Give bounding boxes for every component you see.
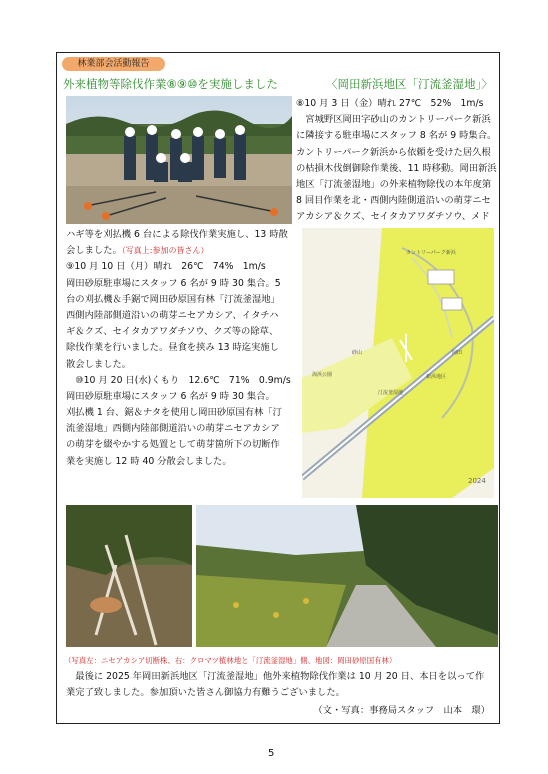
paragraph-line: ⑧10 月 3 日（金）晴れ 27℃ 52% 1m/s [296, 98, 484, 109]
landscape-photo [196, 505, 498, 647]
paragraph-line: 業を実施し 12 時 40 分散会しました。 [66, 455, 232, 467]
right-column-text [296, 96, 497, 226]
paragraph-line: 岡田砂原駐車場にスタッフ 6 名が 9 時 30 集合。 [66, 390, 275, 402]
paragraph-line: 最後に 2025 年岡田新浜地区「汀流釜湿地」他外来植物除伐作業は 10 月 20 日、本日を以って作 [66, 671, 485, 682]
location-heading: 〈岡田新浜地区「汀流釜湿地」〉 [326, 77, 493, 91]
page-number: 5 [268, 748, 275, 759]
paragraph-line: ⑨10 月 10 日（月）晴れ 26℃ 74% 1m/s [66, 261, 266, 273]
paragraph-line: に隣接する駐車場にスタッフ 8 名が 9 時集合。 [296, 130, 497, 142]
paragraph-line: 地区「汀流釜湿地」の外来植物除伐の本年度第 [296, 178, 492, 190]
section-badge: 林業部会活動報告 [62, 57, 165, 71]
paragraph-line: ハギ等を刈払機 6 台による除伐作業実施し、13 時散 [66, 229, 288, 240]
paragraph-line: 刈払機 1 台、鋸＆ナタを使用し岡田砂原国有林「汀 [66, 407, 282, 419]
area-map [302, 228, 494, 498]
paragraph-line: 西側内陸部側道沿いの萌芽ニセアカシア、イタチハ [66, 309, 279, 321]
map-label: 岡田 [452, 350, 463, 356]
map-label: 砂山 [352, 350, 363, 356]
map-label: カントリーパーク新浜 [406, 250, 456, 256]
paragraph-line: 会しました。（写真上:参加の皆さん） [66, 245, 209, 257]
paragraph-line: 業完了致しました。参加頂いた皆さん御協力有難うございました。 [66, 687, 345, 699]
paragraph-line: の萌芽を綴やかする処置として萌芽箇所下の切断作 [66, 439, 280, 451]
paragraph-line: カントリーパーク新浜から依頼を受けた居久根 [296, 146, 491, 158]
paragraph-line: アカシア＆クズ、セイタカアワダチソウ、メド [296, 211, 490, 223]
article-title: 外来植物等除伐作業⑧⑨⑩を実施しました [63, 77, 278, 91]
group-photo [66, 96, 292, 224]
photo-caption-bottom: （写真左：ニセアカシア切断株、右：クロマツ植林地と「汀流釜湿地」側、地図：岡田砂原国有林） [64, 656, 397, 665]
map-label: 2024 [468, 477, 486, 485]
paragraph-line: 宮城野区岡田字砂山のカントリーパーク新浜 [296, 114, 491, 126]
paragraph-line: 8 回目作業を北・西側内陸側道沿いの萌芽ニセ [296, 195, 491, 207]
paragraph-line: 流釜湿地」西側内陸部側道沿いの萌芽ニセアカシア [66, 423, 280, 435]
map-label: 新浜地区 [426, 374, 447, 380]
stump-photo [66, 505, 192, 647]
photo-caption: （写真上:参加の皆さん） [121, 246, 209, 256]
map-label: 汀流釜湿地 [378, 390, 404, 396]
paragraph-line: 岡田砂原駐車場にスタッフ 6 名が 9 時 30 集合。5 [66, 277, 281, 289]
paragraph-line: ⑩10 月 20 日(水)くもり 12.6℃ 71% 0.9m/s [66, 374, 291, 386]
paragraph-line: の枯損木伐倒御除作業後、11 時移動。岡田新浜 [296, 162, 497, 174]
paragraph-line: 除伐作業を行いました。昼食を挟み 13 時迄実施し [66, 342, 279, 354]
paragraph-line: 散会しました。 [66, 358, 132, 370]
paragraph-line: 台の刈払機＆手鋸で岡田砂原国有林「汀流釜湿地」 [66, 293, 280, 305]
paragraph-line: ギ＆クズ、セイタカアワダチソウ、クズ等の除草、 [66, 326, 279, 338]
closing-text [66, 669, 484, 701]
credit-line: （文・写真：事務局スタッフ 山本 環） [313, 705, 490, 716]
left-column-text [66, 227, 291, 470]
map-label: 海浜公園 [312, 372, 333, 378]
